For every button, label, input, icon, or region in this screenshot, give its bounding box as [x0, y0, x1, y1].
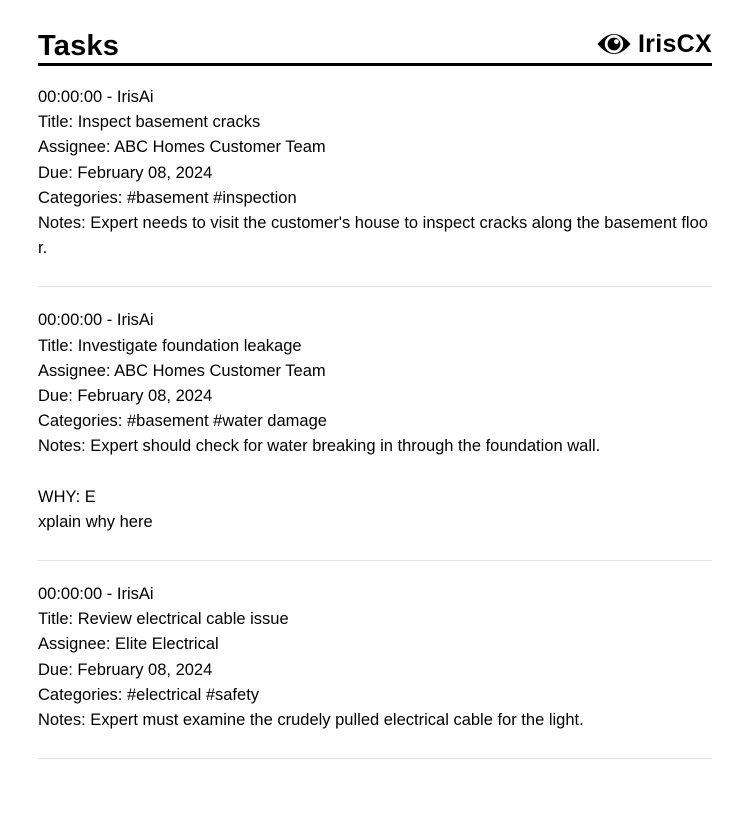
task-title: Title: Review electrical cable issue	[38, 610, 289, 629]
task-due-date: Due: February 08, 2024	[38, 387, 213, 406]
task-categories: Categories: #basement #water damage	[38, 412, 327, 431]
logo-text: IrisCX	[637, 30, 712, 58]
task-notes: Notes: Expert must examine the crudely pulled electrical cable for the light.	[38, 711, 584, 730]
task-why	[38, 485, 712, 535]
task-categories: Categories: #electrical #safety	[38, 685, 260, 704]
task-assignee: Assignee: ABC Homes Customer Team	[38, 361, 326, 380]
task-assignee: Assignee: ABC Homes Customer Team	[38, 138, 326, 157]
task-item	[38, 582, 712, 759]
task-timestamp-author: 00:00:00 - IrisAi	[38, 311, 154, 330]
task-assignee: Assignee: Elite Electrical	[38, 635, 219, 654]
task-categories: Categories: #basement #inspection	[38, 188, 297, 207]
page-title: Tasks	[38, 30, 120, 62]
task-timestamp-author: 00:00:00 - IrisAi	[38, 88, 154, 106]
task-why-text: xplain why here	[38, 512, 153, 531]
task-title: Title: Investigate foundation leakage	[38, 336, 302, 355]
task-notes: Notes: Expert should check for water breaking in through the foundation wall.	[38, 437, 601, 456]
task-why-label: WHY: E	[38, 487, 96, 506]
task-list	[38, 85, 712, 759]
task-due-date: Due: February 08, 2024	[38, 163, 213, 182]
task-notes: Notes: Expert needs to visit the customer's house to inspect cracks along the basement floor.	[38, 214, 708, 258]
task-item	[38, 308, 712, 561]
task-due-date: Due: February 08, 2024	[38, 660, 213, 679]
task-item	[38, 85, 712, 287]
iriscx-logo	[596, 26, 712, 62]
task-timestamp-author: 00:00:00 - IrisAi	[38, 585, 154, 604]
eye-icon	[596, 26, 632, 62]
task-title: Title: Inspect basement cracks	[38, 113, 261, 132]
page-header	[38, 0, 712, 66]
